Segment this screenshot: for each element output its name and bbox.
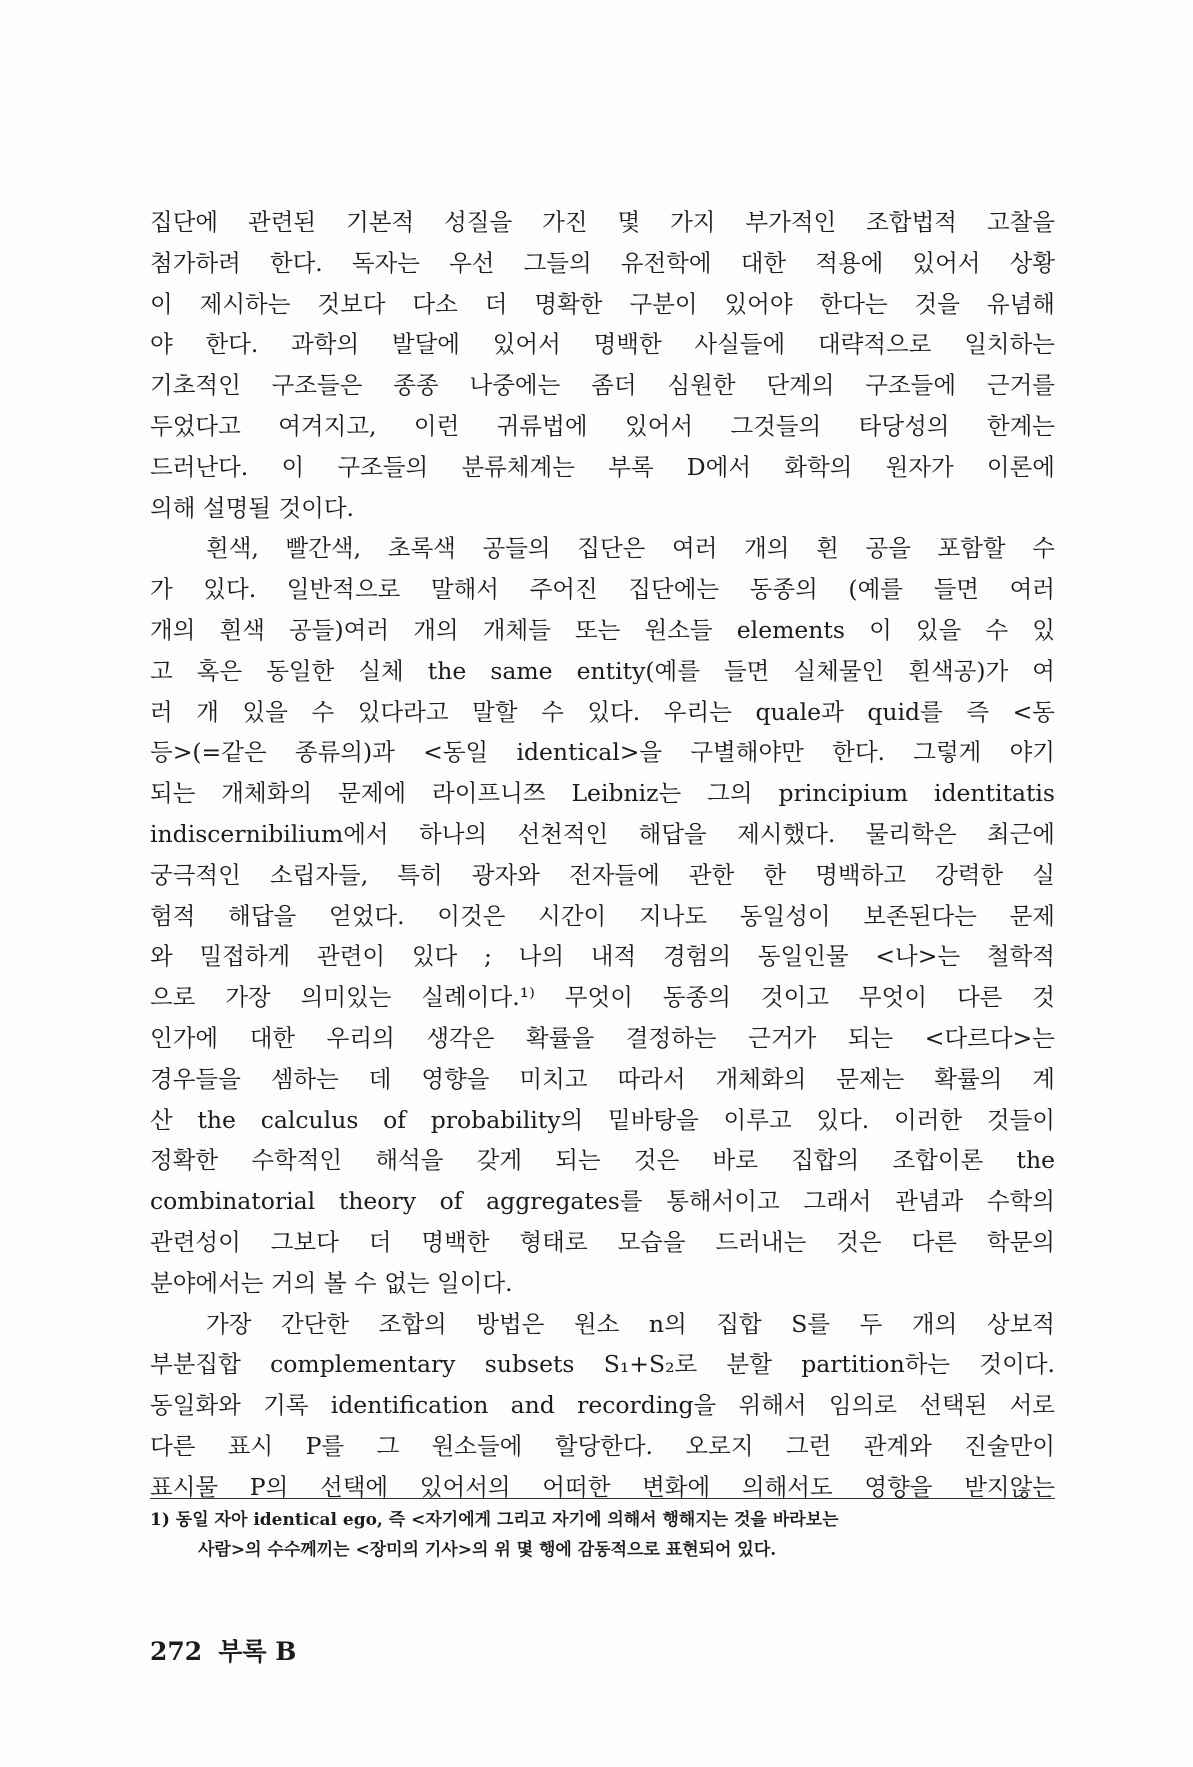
page-number: 272 [150,1637,203,1666]
text-line: 경우들을 셈하는 데 영향을 미치고 따라서 개체화의 문제는 확률의 계 [150,1064,1055,1093]
text-line: 다른 표시 P를 그 원소들에 할당한다. 오로지 그런 관계와 진술만이 [150,1431,1055,1460]
text-line: 야 한다. 과학의 발달에 있어서 명백한 사실들에 대략적으로 일치하는 [150,330,1055,359]
text-line: 흰색, 빨간색, 초록색 공들의 집단은 여러 개의 흰 공을 포함할 수 [206,534,1055,563]
footnote-line: 사람>의 수수께끼는 <장미의 기사>의 위 몇 행에 감동적으로 표현되어 있다. [198,1540,777,1560]
text-line: 이 제시하는 것보다 다소 더 명확한 구분이 있어야 한다는 것을 유념해 [150,289,1055,318]
text-line: 험적 해답을 얻었다. 이것은 시간이 지나도 동일성이 보존된다는 문제 [150,901,1055,930]
text-line: 되는 개체화의 문제에 라이프니쯔 Leibniz는 그의 principium identitatis [150,779,1055,808]
text-line: 정확한 수학적인 해석을 갖게 되는 것은 바로 집합의 조합이론 the [150,1146,1055,1175]
page-footer [150,1632,312,1668]
footnote-line: 1) 동일 자아 identical ego, 즉 <자기에게 그리고 자기에 의해서 행해지는 것을 바라보는 [150,1510,839,1530]
text-line: 와 밀접하게 관련이 있다 ; 나의 내적 경험의 동일인물 <나>는 철학적 [150,942,1055,971]
text-line: 궁극적인 소립자들, 특히 광자와 전자들에 관한 한 명백하고 강력한 실 [150,860,1055,889]
text-line: 동일화와 기록 identification and recording을 위해서 임의로 선택된 서로 [150,1391,1055,1420]
text-line: 관련성이 그보다 더 명백한 형태로 모습을 드러내는 것은 다른 학문의 [150,1227,1055,1256]
text-line: 부분집합 complementary subsets S₁+S₂로 분할 partition하는 것이다. [150,1350,1055,1379]
text-line: 분야에서는 거의 볼 수 없는 일이다. [150,1268,513,1297]
text-line: 두었다고 여겨지고, 이런 귀류법에 있어서 그것들의 타당성의 한계는 [150,411,1055,440]
text-line: 의해 설명될 것이다. [150,493,355,522]
text-line: 인가에 대한 우리의 생각은 확률을 결정하는 근거가 되는 <다르다>는 [150,1023,1055,1052]
section-label: 부록 B [218,1637,297,1666]
body-text [150,202,1055,1508]
text-line: 러 개 있을 수 있다라고 말할 수 있다. 우리는 quale과 quid를 즉 <동 [150,697,1055,726]
text-line: 표시물 P의 선택에 있어서의 어떠한 변화에 의해서도 영향을 받지않는 [150,1472,1055,1501]
text-line: 산 the calculus of probability의 밑바탕을 이루고 있다. 이러한 것들이 [150,1105,1055,1134]
text-line: 으로 가장 의미있는 실례이다.¹⁾ 무엇이 동종의 것이고 무엇이 다른 것 [150,983,1055,1012]
text-line: 고 혹은 동일한 실체 the same entity(예를 들면 실체물인 흰색공)가 여 [150,656,1055,685]
text-line: 드러난다. 이 구조들의 분류체계는 부록 D에서 화학의 원자가 이론에 [150,452,1055,481]
footnote [150,1505,1055,1565]
text-line: 가 있다. 일반적으로 말해서 주어진 집단에는 동종의 (예를 들면 여러 [150,575,1055,604]
text-line: combinatorial theory of aggregates를 통해서이고 그래서 관념과 수학의 [150,1187,1055,1216]
text-line: indiscernibilium에서 하나의 선천적인 해답을 제시했다. 물리학은 최근에 [150,819,1055,848]
text-line: 가장 간단한 조합의 방법은 원소 n의 집합 S를 두 개의 상보적 [206,1309,1055,1338]
footnote-divider [150,1498,1055,1499]
text-line: 등>(=같은 종류의)과 <동일 identical>을 구별해야만 한다. 그렇게 야기 [150,738,1055,767]
text-line: 기초적인 구조들은 종종 나중에는 좀더 심원한 단계의 구조들에 근거를 [150,371,1055,400]
text-line: 첨가하려 한다. 독자는 우선 그들의 유전학에 대한 적용에 있어서 상황 [150,248,1055,277]
text-line: 개의 흰색 공들)여러 개의 개체들 또는 원소들 elements 이 있을 수 있 [150,615,1055,644]
text-line: 집단에 관련된 기본적 성질을 가진 몇 가지 부가적인 조합법적 고찰을 [150,208,1055,236]
